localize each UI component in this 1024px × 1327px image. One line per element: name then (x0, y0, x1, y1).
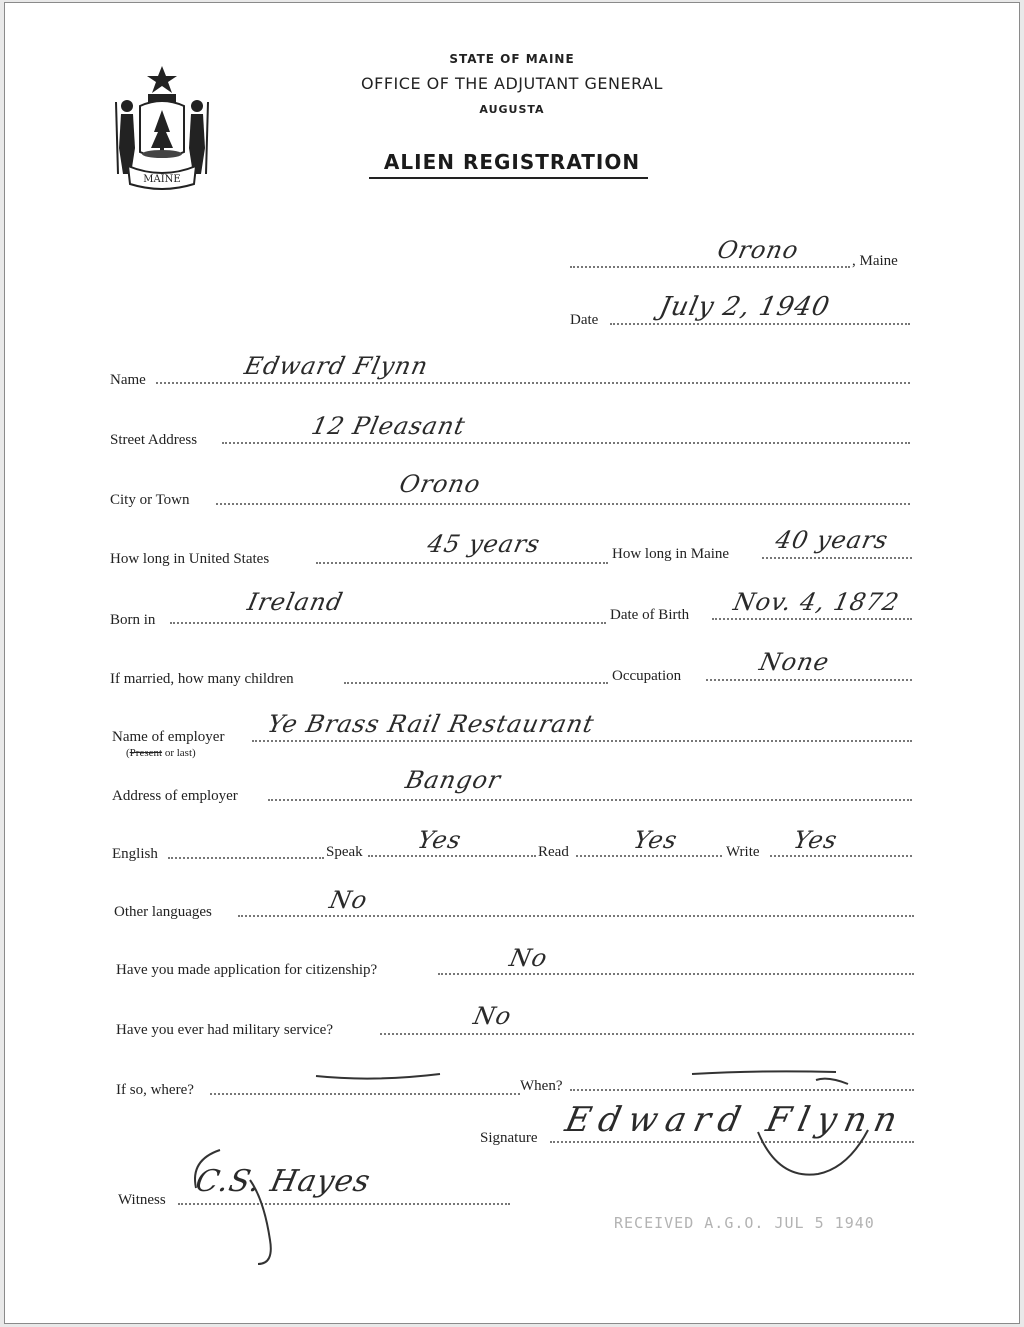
birthdate-label: Date of Birth (610, 607, 690, 623)
where-label: If so, where? (116, 1082, 194, 1098)
children-line (344, 682, 608, 684)
maine-duration-line (762, 557, 912, 559)
children-label: If married, how many children (110, 671, 294, 687)
street-label: Street Address (110, 432, 198, 448)
citizenship-value: No (507, 944, 551, 972)
birthplace-value: Ireland (245, 588, 346, 616)
us-duration-line (316, 562, 608, 564)
street-value: 12 Pleasant (309, 412, 469, 440)
title-underline (369, 177, 648, 179)
read-value: Yes (631, 826, 681, 854)
signature-label: Signature (480, 1130, 538, 1146)
state-heading: STATE OF MAINE (449, 52, 575, 66)
employer-label: Name of employer (112, 729, 225, 745)
birthdate-value: Nov. 4, 1872 (731, 588, 903, 616)
citizenship-label: Have you made application for citizenship? (116, 962, 378, 978)
witness-label: Witness (118, 1192, 166, 1208)
other-languages-value: No (327, 886, 371, 914)
city-label: City or Town (110, 492, 190, 508)
maine-duration-value: 40 years (773, 526, 892, 554)
employer-address-label: Address of employer (112, 788, 238, 804)
employer-address-line (268, 799, 912, 801)
seal-label: MAINE (143, 174, 181, 185)
date-line (610, 323, 910, 325)
military-label: Have you ever had military service? (116, 1022, 333, 1038)
occupation-label: Occupation (612, 668, 682, 684)
employer-line (252, 740, 912, 742)
read-line (576, 855, 722, 857)
military-value: No (471, 1002, 515, 1030)
employer-sub-rest: or last) (162, 747, 196, 759)
write-label: Write (726, 844, 760, 860)
speak-value: Yes (415, 826, 465, 854)
form-title: ALIEN REGISTRATION (383, 150, 641, 174)
town-value: Orono (715, 236, 802, 264)
city-value: Orono (397, 470, 484, 498)
employer-sub-struck: Present (129, 747, 163, 759)
us-duration-value: 45 years (425, 530, 544, 558)
write-value: Yes (791, 826, 841, 854)
name-value: Edward Flynn (242, 352, 431, 380)
date-label: Date (570, 312, 599, 328)
read-label: Read (538, 844, 569, 860)
employer-sublabel (126, 747, 196, 759)
street-line (222, 442, 910, 444)
other-languages-line (238, 915, 914, 917)
birthplace-label: Born in (110, 612, 156, 628)
maine-duration-label: How long in Maine (612, 546, 730, 562)
us-duration-label: How long in United States (110, 551, 270, 567)
when-label: When? (520, 1078, 563, 1094)
name-line (156, 382, 910, 384)
where-line (210, 1093, 520, 1095)
witness-value: C.S. Hayes (192, 1164, 374, 1199)
town-suffix: , Maine (852, 253, 898, 269)
english-label: English (112, 846, 158, 862)
birthplace-line (170, 622, 606, 624)
town-line (570, 266, 850, 268)
name-label: Name (110, 372, 146, 388)
signature-flourish (548, 1070, 1018, 1190)
city-heading: AUGUSTA (479, 103, 545, 116)
where-dash-mark (314, 1068, 444, 1084)
citizenship-line (438, 973, 914, 975)
employer-sub-open: ( (126, 747, 130, 759)
military-line (380, 1033, 914, 1035)
occupation-line (706, 679, 912, 681)
occupation-value: None (757, 648, 833, 676)
employer-value: Ye Brass Rail Restaurant (265, 710, 598, 738)
received-stamp: RECEIVED A.G.O. JUL 5 1940 (614, 1214, 875, 1232)
employer-address-value: Bangor (403, 766, 504, 794)
city-line (216, 503, 910, 505)
signature-value: Edward Flynn (561, 1100, 909, 1140)
other-languages-label: Other languages (114, 904, 212, 920)
english-line (168, 857, 324, 859)
write-line (770, 855, 912, 857)
speak-line (368, 855, 536, 857)
witness-flourish (180, 1140, 380, 1270)
date-value: July 2, 1940 (656, 292, 833, 322)
birthdate-line (712, 618, 912, 620)
office-heading: OFFICE OF THE ADJUTANT GENERAL (361, 74, 663, 93)
speak-label: Speak (326, 844, 363, 860)
